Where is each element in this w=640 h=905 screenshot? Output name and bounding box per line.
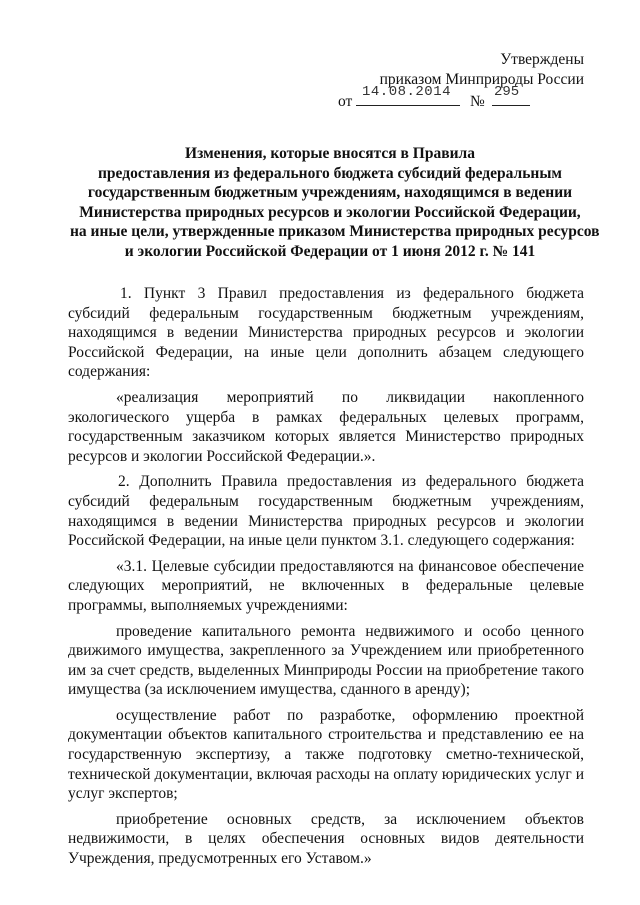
document-title [70,144,600,261]
title-line: Министерства природных ресурсов и экологии Российской Федерации, [79,203,581,221]
number-underline [492,105,530,106]
document-body [68,284,584,875]
title-line: предоставления из федерального бюджета субсидий федеральным [98,164,562,182]
approval-number: 295 [494,84,520,100]
title-line: и экологии Российской Федерации от 1 июня 2012 г. № 141 [124,242,536,260]
paragraph-1: 1. Пункт 3 Правил предоставления из федерального бюджета субсидий федеральным государственным бюджетным учреждениям, находящимся в ведении Министерства природных ресурсов и экологии Российской Федерации, на иные цели дополнить абзацем следующего содержания: [68,285,584,381]
approval-date-number-row [324,84,584,110]
paragraph-1-quote: «реализация мероприятий по ликвидации накопленного экологического ущерба в рамках федеральных целевых программ, государственным заказчиком которых является Министерство природных ресурсов и экологии Российской Федерации.». [68,388,584,465]
approval-order-label: приказом Минприроды России [379,71,584,88]
title-line: на иные цели, утвержденные приказом Министерства природных ресурсов [70,223,600,240]
number-sign: № [470,93,485,110]
approval-stamp [324,50,584,110]
approval-heading: Утверждены [500,51,584,68]
list-item-capital-repair: проведение капитального ремонта недвижимого и особо ценного движимого имущества, закрепленного за Учреждением или приобретенного им за счет средств, выделенных Минприроды России на приобретение такого имущества (за исключением имущества, сданного в аренду); [68,622,584,699]
approval-date: 14.08.2014 [362,84,452,100]
date-underline [356,105,460,106]
title-line: государственным бюджетным учреждениям, находящимся в ведении [87,184,573,201]
paragraph-2-quote: «3.1. Целевые субсидии предоставляются на финансовое обеспечение следующих мероприятий, не включенных в федеральные целевые программы, выполняемых учреждениями: [68,557,584,614]
title-line: Изменения, которые вносятся в Правила [185,145,475,162]
paragraph-2: 2. Дополнить Правила предоставления из федерального бюджета субсидий федеральным государственным бюджетным учреждениям, находящимся в ведении Министерства природных ресурсов и экологии Российской Федерации, на иные цели пунктом 3.1. следующего содержания: [68,473,584,550]
date-prefix: от [338,93,353,110]
list-item-fixed-assets: приобретение основных средств, за исключением объектов недвижимости, в целях обеспечения основных видов деятельности Учреждения, предусмотренных его Уставом.» [68,810,584,868]
list-item-design-documentation: осуществление работ по разработке, оформлению проектной документации объектов капитального строительства и представлению ее на государственную экспертизу, а также подготовку сметно-технической, технической документации, включая расходы на оплату юридических услуг и услуг экспертов; [68,706,584,803]
